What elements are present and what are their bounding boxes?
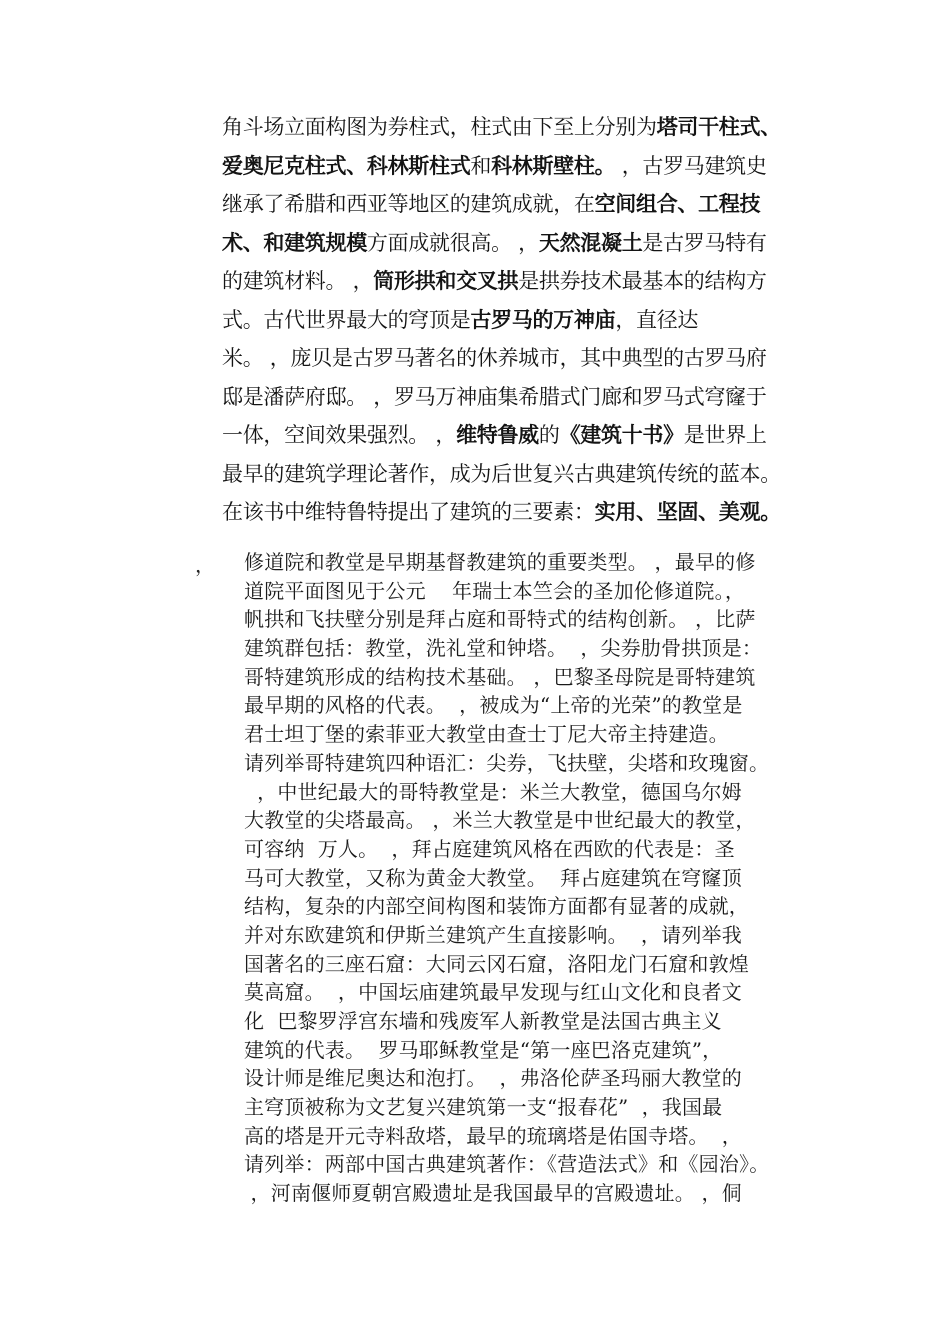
text-run: 最早的建筑学理论著作，成为后世复兴古典建筑传统的蓝本。 (222, 461, 781, 486)
text-line: 帆拱和飞扶壁分别是拜占庭和哥特式的结构创新。 ，比萨 (244, 607, 756, 632)
bold-term: 古罗马的万神庙 (470, 307, 616, 332)
bold-term: 维特鲁威 (456, 423, 539, 447)
text-line: 可容纳 万人。 ，拜占庭建筑风格在西欧的代表是：圣 (244, 836, 735, 861)
bold-term: 科林斯壁柱。 (491, 153, 616, 178)
text-line: 大教堂的尖塔最高。 ，米兰大教堂是中世纪最大的教堂， (244, 808, 756, 833)
list-marker: ， (195, 553, 215, 577)
bold-term: 爱奥尼克柱式、科林斯柱式 (222, 153, 471, 178)
text-line (222, 378, 822, 417)
text-line: 哥特建筑形成的结构技术基础。 ，巴黎圣母院是哥特建筑 (244, 664, 756, 689)
text-line: 并对东欧建筑和伊斯兰建筑产生直接影响。 ，请列举我 (244, 922, 742, 947)
bold-term: 实用、坚固、美观。 (594, 500, 781, 524)
text-line: 君士坦丁堡的索菲亚大教堂由查士丁尼大帝主持建造。 (244, 722, 729, 747)
bold-term: 天然混凝土 (538, 230, 643, 255)
text-line: 高的塔是开元寺料敌塔，最早的琉璃塔是佑国寺塔。 ， (244, 1123, 742, 1148)
text-line (222, 108, 822, 147)
text-run: 的 (538, 423, 560, 447)
text-line: ，中世纪最大的哥特教堂是：米兰大教堂，德国乌尔姆 (244, 779, 742, 804)
text-line (222, 416, 822, 455)
text-line: 主穹顶被称为文艺复兴建筑第一支“报春花” ，我国最 (244, 1095, 723, 1120)
text-run: ，直径达 (615, 307, 699, 332)
text-run: 是世界上 (683, 423, 767, 447)
text-line: 结构，复杂的内部空间构图和装饰方面都有显著的成就， (244, 894, 749, 919)
text-run: 方面成就很高。 ， (366, 230, 539, 255)
text-run: 是古罗马特有 (642, 230, 767, 255)
text-run: 的建筑材料。 ， (222, 269, 374, 293)
text-line (222, 301, 822, 340)
text-line: 国著名的三座石窟：大同云冈石窟，洛阳龙门石窟和敦煌 (244, 951, 749, 976)
text-line: 建筑群包括：教堂，洗礼堂和钟塔。 ，尖券肋骨拱顶是： (244, 636, 763, 661)
text-line: 莫高窟。 ，中国坛庙建筑最早发现与红山文化和良者文 (244, 980, 742, 1005)
bold-term: 空间组合、工程技 (594, 192, 761, 216)
text-line (222, 493, 822, 532)
text-run: 邸是潘萨府邸。 ，罗马万神庙集希腊式门廊和罗马式穹窿于 (222, 384, 767, 409)
text-line: ，河南偃师夏朝宫殿遗址是我国最早的宫殿遗址。 ，侗 (244, 1181, 742, 1206)
text-run: 和 (470, 153, 492, 178)
text-line (222, 262, 822, 301)
text-line: 设计师是维尼奥达和泡打。 ，弗洛伦萨圣玛丽大教堂的 (244, 1066, 742, 1091)
bold-term: 塔司干柱式、 (656, 115, 781, 139)
text-run: 在该书中维特鲁特提出了建筑的三要素： (222, 500, 595, 524)
christian-gothic-paragraph (244, 548, 814, 1208)
text-line: 化 巴黎罗浮宫东墙和残废军人新教堂是法国古典主义 (244, 1009, 722, 1033)
text-run: 米。 ，庞贝是古罗马著名的休养城市，其中典型的古罗马府 (222, 346, 767, 370)
bold-term: 《建筑十书》 (559, 423, 684, 447)
text-line: 道院平面图见于公元 年瑞士本竺会的圣加伦修道院。， (244, 578, 746, 603)
text-line: 请列举哥特建筑四种语汇：尖券，飞扶壁，尖塔和玫瑰窗。 (244, 750, 770, 775)
text-line: 请列举：两部中国古典建筑著作：《营造法式》和《园治》。 (244, 1152, 770, 1177)
text-line (222, 147, 822, 186)
text-line (222, 185, 822, 224)
bold-term: 筒形拱和交叉拱 (373, 269, 519, 293)
text-run: 角斗场立面构图为券柱式，柱式由下至上分别为 (222, 115, 657, 139)
roman-architecture-paragraph (222, 108, 822, 532)
text-run: 式。古代世界最大的穹顶是 (222, 307, 471, 332)
text-line (222, 455, 822, 494)
text-line: 马可大教堂，又称为黄金大教堂。 拜占庭建筑在穹窿顶 (244, 865, 742, 890)
text-line: 建筑的代表。 罗马耶稣教堂是“第一座巴洛克建筑”， (244, 1037, 723, 1062)
text-run: 一体，空间效果强烈。 ， (222, 423, 457, 447)
text-run: 是拱券技术最基本的结构方 (518, 269, 767, 293)
text-line (222, 224, 822, 263)
bold-term: 术、和建筑规模 (222, 230, 367, 255)
text-run: ，古罗马建筑史 (615, 153, 767, 178)
text-line (222, 339, 822, 378)
text-line: 最早期的风格的代表。 ，被成为“上帝的光荣”的教堂是 (244, 693, 743, 718)
text-line: 修道院和教堂是早期基督教建筑的重要类型。 ，最早的修 (244, 550, 756, 574)
text-run: 继承了希腊和西亚等地区的建筑成就，在 (222, 192, 595, 216)
